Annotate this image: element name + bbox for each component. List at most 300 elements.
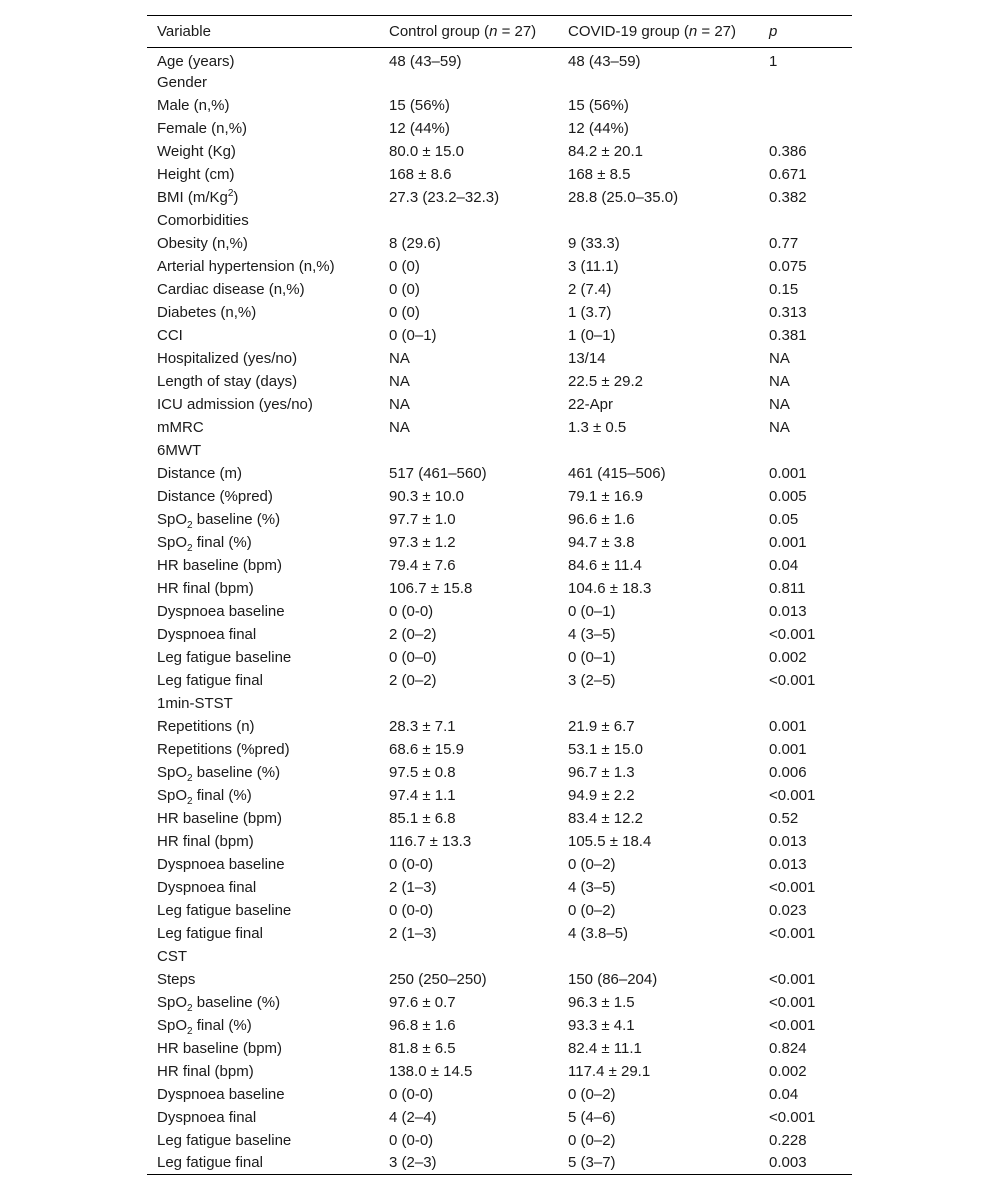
subscript: 2 <box>187 772 193 784</box>
cell-covid-value: 96.3 ± 1.5 <box>568 993 635 1011</box>
variable-label: Diabetes (n,%) <box>157 303 257 321</box>
variable-label: Leg fatigue baseline <box>157 901 292 919</box>
cell-p-value: 0.04 <box>769 556 799 574</box>
table-row <box>147 255 852 278</box>
cell-variable <box>147 370 379 393</box>
cell-variable <box>147 48 379 71</box>
cell-covid-value: 4 (3–5) <box>568 878 616 896</box>
variable-label-suffix: ) <box>233 188 239 206</box>
cell-p-value: 0.77 <box>769 234 799 252</box>
variable-label: 1min-STST <box>157 694 233 712</box>
cell-variable <box>147 71 379 94</box>
cell-control-value: 12 (44%) <box>389 119 450 137</box>
cell-control-value: 138.0 ± 14.5 <box>389 1062 473 1080</box>
cell-covid-value: 3 (2–5) <box>568 671 616 689</box>
cell-covid-value: 9 (33.3) <box>568 234 620 252</box>
variable-label: Obesity (n,%) <box>157 234 248 252</box>
variable-label: Hospitalized (yes/no) <box>157 349 298 367</box>
cell-covid-value: 2 (7.4) <box>568 280 612 298</box>
table-row <box>147 416 852 439</box>
cell-covid-value <box>558 692 759 715</box>
cell-control-value <box>379 692 558 715</box>
variable-label: Leg fatigue final <box>157 1154 263 1172</box>
variable-label: Age (years) <box>157 52 235 70</box>
cell-control-value: 250 (250–250) <box>389 970 487 988</box>
cell-p-value: 0.001 <box>769 740 807 758</box>
cell-covid-value: 1.3 ± 0.5 <box>568 418 627 436</box>
cell-variable <box>147 301 379 324</box>
table-row <box>147 1152 852 1175</box>
table-row <box>147 324 852 347</box>
cell-variable <box>147 807 379 830</box>
cell-p-value: 0.013 <box>769 855 807 873</box>
cell-p-value: 0.15 <box>769 280 799 298</box>
cell-control-value: 90.3 ± 10.0 <box>389 487 464 505</box>
table-row <box>147 209 852 232</box>
data-table-container <box>147 15 852 1175</box>
cell-p-value: <0.001 <box>769 625 816 643</box>
table-row <box>147 669 852 692</box>
table-header <box>147 16 852 48</box>
cell-covid-value: 0 (0–1) <box>568 648 616 666</box>
variable-label: Steps <box>157 970 196 988</box>
table-row <box>147 531 852 554</box>
cell-covid-value: 94.9 ± 2.2 <box>568 786 635 804</box>
variable-label: ICU admission (yes/no) <box>157 395 313 413</box>
table-row <box>147 94 852 117</box>
variable-label: Dyspnoea baseline <box>157 1085 285 1103</box>
variable-label: Dyspnoea final <box>157 625 257 643</box>
cell-covid-value: 79.1 ± 16.9 <box>568 487 643 505</box>
cell-variable <box>147 347 379 370</box>
cell-covid-value: 0 (0–1) <box>568 602 616 620</box>
cell-p-value: 0.382 <box>769 188 807 206</box>
cell-p-value: 0.002 <box>769 648 807 666</box>
cell-variable <box>147 669 379 692</box>
cell-p-value: 0.001 <box>769 464 807 482</box>
cell-p-value: 0.013 <box>769 602 807 620</box>
cell-covid-value <box>558 209 759 232</box>
variable-label: SpO <box>157 993 188 1011</box>
cell-covid-value: 104.6 ± 18.3 <box>568 579 652 597</box>
cell-variable <box>147 876 379 899</box>
cell-covid-value: 84.2 ± 20.1 <box>568 142 643 160</box>
header-control-n: n <box>489 23 498 40</box>
cell-p-value: 0.001 <box>769 717 807 735</box>
cell-covid-value: 15 (56%) <box>568 96 629 114</box>
cell-p-value: 0.671 <box>769 165 807 183</box>
variable-label: Cardiac disease (n,%) <box>157 280 305 298</box>
table-row <box>147 1106 852 1129</box>
cell-covid-value: 93.3 ± 4.1 <box>568 1016 635 1034</box>
cell-covid-value <box>558 945 759 968</box>
variable-label-suffix: baseline (%) <box>192 510 281 528</box>
cell-variable <box>147 784 379 807</box>
cell-covid-value: 168 ± 8.5 <box>568 165 631 183</box>
cell-p-value: 0.005 <box>769 487 807 505</box>
variable-label: SpO <box>157 763 188 781</box>
cell-variable <box>147 646 379 669</box>
variable-label: SpO <box>157 1016 188 1034</box>
variable-label-suffix: final (%) <box>192 533 252 551</box>
cell-control-value: 79.4 ± 7.6 <box>389 556 456 574</box>
characteristics-table <box>147 15 852 1175</box>
cell-p-value: <0.001 <box>769 993 816 1011</box>
cell-p-value: 0.04 <box>769 1085 799 1103</box>
table-row <box>147 715 852 738</box>
cell-covid-value: 84.6 ± 11.4 <box>568 556 642 574</box>
cell-variable <box>147 140 379 163</box>
table-row <box>147 485 852 508</box>
cell-variable <box>147 531 379 554</box>
cell-covid-value: 22-Apr <box>568 395 614 413</box>
cell-variable <box>147 439 379 462</box>
cell-control-value: 80.0 ± 15.0 <box>389 142 464 160</box>
table-row <box>147 554 852 577</box>
variable-label: Distance (%pred) <box>157 487 273 505</box>
cell-control-value: 517 (461–560) <box>389 464 487 482</box>
table-row <box>147 577 852 600</box>
cell-covid-value <box>558 71 759 94</box>
variable-label: 6MWT <box>157 441 202 459</box>
cell-variable <box>147 1060 379 1083</box>
cell-control-value: 168 ± 8.6 <box>389 165 452 183</box>
table-row <box>147 370 852 393</box>
cell-control-value <box>379 209 558 232</box>
cell-control-value: 0 (0) <box>389 280 420 298</box>
cell-control-value: 15 (56%) <box>389 96 450 114</box>
variable-label: HR baseline (bpm) <box>157 809 283 827</box>
cell-variable <box>147 278 379 301</box>
cell-variable <box>147 186 379 209</box>
cell-variable <box>147 324 379 347</box>
table-row <box>147 922 852 945</box>
cell-p-value: 0.228 <box>769 1131 807 1149</box>
table-row <box>147 692 852 715</box>
variable-label: HR final (bpm) <box>157 1062 254 1080</box>
cell-covid-value: 0 (0–2) <box>568 1131 616 1149</box>
variable-label: Dyspnoea baseline <box>157 602 285 620</box>
header-covid-n: n <box>688 23 698 40</box>
cell-covid-value: 94.7 ± 3.8 <box>568 533 635 551</box>
cell-p-value: 0.023 <box>769 901 807 919</box>
variable-label: Dyspnoea final <box>157 1108 257 1126</box>
cell-covid-value: 0 (0–2) <box>568 855 616 873</box>
cell-control-value: 27.3 (23.2–32.3) <box>389 188 500 206</box>
cell-variable <box>147 738 379 761</box>
cell-p-value: NA <box>769 395 790 413</box>
cell-p-value: 0.002 <box>769 1062 807 1080</box>
cell-p-value: 0.386 <box>769 142 807 160</box>
cell-control-value: 97.6 ± 0.7 <box>389 993 456 1011</box>
cell-p-value <box>759 209 852 232</box>
cell-control-value: 8 (29.6) <box>389 234 441 252</box>
table-row <box>147 278 852 301</box>
variable-label: HR final (bpm) <box>157 579 254 597</box>
cell-control-value: 116.7 ± 13.3 <box>389 832 472 850</box>
cell-variable <box>147 1129 379 1152</box>
cell-variable <box>147 761 379 784</box>
cell-variable <box>147 554 379 577</box>
cell-control-value: 28.3 ± 7.1 <box>389 717 456 735</box>
variable-label: Female (n,%) <box>157 119 248 137</box>
table-row <box>147 232 852 255</box>
cell-p-value: <0.001 <box>769 1108 816 1126</box>
cell-variable <box>147 462 379 485</box>
cell-p-value: 0.05 <box>769 510 799 528</box>
cell-control-value: 0 (0-0) <box>389 1131 434 1149</box>
cell-variable <box>147 1106 379 1129</box>
subscript: 2 <box>187 519 193 531</box>
cell-variable <box>147 623 379 646</box>
subscript: 2 <box>187 542 193 554</box>
header-variable: Variable <box>157 23 211 40</box>
variable-label: Height (cm) <box>157 165 235 183</box>
subscript: 2 <box>187 795 193 807</box>
variable-label: BMI (m/Kg <box>157 188 228 206</box>
cell-variable <box>147 255 379 278</box>
cell-control-value: 0 (0-0) <box>389 1085 434 1103</box>
cell-variable <box>147 600 379 623</box>
cell-covid-value: 96.7 ± 1.3 <box>568 763 635 781</box>
table-row <box>147 761 852 784</box>
cell-control-value: 0 (0–1) <box>389 326 437 344</box>
cell-control-value: 97.3 ± 1.2 <box>389 533 456 551</box>
header-covid-group <box>558 16 759 48</box>
cell-p-value: 0.013 <box>769 832 807 850</box>
table-row <box>147 876 852 899</box>
cell-p-value: 0.006 <box>769 763 807 781</box>
cell-variable <box>147 692 379 715</box>
cell-p-value: <0.001 <box>769 786 816 804</box>
cell-p-value: NA <box>769 349 790 367</box>
table-row <box>147 301 852 324</box>
cell-variable <box>147 922 379 945</box>
cell-variable <box>147 485 379 508</box>
cell-covid-value: 150 (86–204) <box>568 970 658 988</box>
cell-p-value: <0.001 <box>769 924 816 942</box>
table-row <box>147 991 852 1014</box>
cell-control-value <box>379 439 558 462</box>
cell-covid-value: 0 (0–2) <box>568 901 616 919</box>
subscript: 2 <box>187 1025 193 1037</box>
cell-covid-value: 105.5 ± 18.4 <box>568 832 652 850</box>
cell-control-value: NA <box>389 395 410 413</box>
table-row <box>147 899 852 922</box>
variable-label: SpO <box>157 786 188 804</box>
cell-variable <box>147 232 379 255</box>
table-row <box>147 807 852 830</box>
variable-label-suffix: final (%) <box>192 786 252 804</box>
cell-p-value <box>759 692 852 715</box>
table-row <box>147 945 852 968</box>
cell-control-value <box>379 71 558 94</box>
cell-p-value: 0.52 <box>769 809 799 827</box>
cell-control-value: 96.8 ± 1.6 <box>389 1016 456 1034</box>
cell-control-value: NA <box>389 418 410 436</box>
cell-p-value: 0.003 <box>769 1154 807 1172</box>
cell-control-value: 0 (0) <box>389 303 420 321</box>
table-row <box>147 853 852 876</box>
cell-covid-value: 82.4 ± 11.1 <box>568 1039 642 1057</box>
subscript: 2 <box>187 1002 193 1014</box>
variable-label: Leg fatigue baseline <box>157 648 292 666</box>
table-row <box>147 646 852 669</box>
table-row <box>147 439 852 462</box>
cell-covid-value: 12 (44%) <box>568 119 629 137</box>
cell-p-value: 0.001 <box>769 533 807 551</box>
variable-label: Distance (m) <box>157 464 243 482</box>
cell-p-value: <0.001 <box>769 970 816 988</box>
header-control-prefix: Control group ( <box>389 23 490 40</box>
cell-variable <box>147 945 379 968</box>
cell-p-value <box>759 439 852 462</box>
cell-p-value: <0.001 <box>769 671 816 689</box>
cell-variable <box>147 209 379 232</box>
cell-variable <box>147 416 379 439</box>
cell-p-value: NA <box>769 372 790 390</box>
cell-control-value: 85.1 ± 6.8 <box>389 809 456 827</box>
cell-covid-value: 4 (3–5) <box>568 625 616 643</box>
cell-covid-value: 461 (415–506) <box>568 464 666 482</box>
cell-variable <box>147 715 379 738</box>
variable-label: CST <box>157 947 187 965</box>
table-row <box>147 1083 852 1106</box>
cell-covid-value: 4 (3.8–5) <box>568 924 629 942</box>
cell-covid-value: 1 (0–1) <box>568 326 616 344</box>
cell-variable <box>147 1037 379 1060</box>
cell-covid-value: 3 (11.1) <box>568 257 619 275</box>
cell-control-value: 3 (2–3) <box>389 1154 437 1172</box>
cell-control-value: NA <box>389 349 410 367</box>
variable-label: Dyspnoea baseline <box>157 855 285 873</box>
cell-control-value: 0 (0–0) <box>389 648 437 666</box>
cell-covid-value: 21.9 ± 6.7 <box>568 717 635 735</box>
cell-control-value: NA <box>389 372 410 390</box>
cell-variable <box>147 393 379 416</box>
cell-covid-value: 5 (3–7) <box>568 1154 616 1172</box>
cell-variable <box>147 1152 379 1175</box>
cell-covid-value: 28.8 (25.0–35.0) <box>568 188 679 206</box>
header-covid-suffix: = 27) <box>697 23 737 40</box>
cell-control-value: 97.7 ± 1.0 <box>389 510 456 528</box>
cell-covid-value: 5 (4–6) <box>568 1108 616 1126</box>
cell-control-value: 0 (0-0) <box>389 855 434 873</box>
cell-variable <box>147 117 379 140</box>
cell-covid-value: 0 (0–2) <box>568 1085 616 1103</box>
variable-label: Leg fatigue baseline <box>157 1131 292 1149</box>
cell-p-value: 0.313 <box>769 303 807 321</box>
table-row <box>147 968 852 991</box>
cell-p-value <box>759 94 852 117</box>
cell-control-value: 68.6 ± 15.9 <box>389 740 464 758</box>
cell-variable <box>147 577 379 600</box>
table-row <box>147 784 852 807</box>
variable-label: HR baseline (bpm) <box>157 556 283 574</box>
cell-covid-value: 83.4 ± 12.2 <box>568 809 643 827</box>
cell-covid-value <box>558 439 759 462</box>
header-control-group <box>379 16 558 48</box>
cell-p-value: <0.001 <box>769 1016 816 1034</box>
variable-label: Length of stay (days) <box>157 372 298 390</box>
cell-variable <box>147 1083 379 1106</box>
table-body <box>147 48 852 1175</box>
variable-label: mMRC <box>157 418 204 436</box>
cell-control-value <box>379 945 558 968</box>
cell-control-value: 2 (0–2) <box>389 625 437 643</box>
cell-p-value: 1 <box>769 52 778 70</box>
cell-control-value: 0 (0) <box>389 257 420 275</box>
cell-variable <box>147 991 379 1014</box>
table-row <box>147 117 852 140</box>
table-row <box>147 738 852 761</box>
cell-control-value: 97.4 ± 1.1 <box>389 786 456 804</box>
variable-label: HR final (bpm) <box>157 832 254 850</box>
cell-variable <box>147 94 379 117</box>
variable-label: Repetitions (%pred) <box>157 740 290 758</box>
cell-p-value: 0.381 <box>769 326 807 344</box>
header-control-suffix: = 27) <box>497 23 537 40</box>
table-row <box>147 508 852 531</box>
cell-covid-value: 1 (3.7) <box>568 303 612 321</box>
variable-label: HR baseline (bpm) <box>157 1039 283 1057</box>
cell-p-value: NA <box>769 418 790 436</box>
variable-label: Gender <box>157 73 208 91</box>
cell-p-value: 0.824 <box>769 1039 807 1057</box>
variable-label-suffix: final (%) <box>192 1016 252 1034</box>
cell-p-value <box>759 945 852 968</box>
cell-control-value: 81.8 ± 6.5 <box>389 1039 456 1057</box>
header-row <box>147 16 852 48</box>
table-row <box>147 623 852 646</box>
header-p-label: p <box>769 23 778 40</box>
cell-control-value: 2 (0–2) <box>389 671 437 689</box>
cell-control-value: 0 (0-0) <box>389 602 434 620</box>
cell-p-value <box>759 71 852 94</box>
table-row <box>147 1060 852 1083</box>
table-row <box>147 347 852 370</box>
variable-label: SpO <box>157 510 188 528</box>
table-row <box>147 830 852 853</box>
cell-variable <box>147 508 379 531</box>
table-row <box>147 393 852 416</box>
cell-variable <box>147 163 379 186</box>
header-covid-prefix: COVID-19 group ( <box>568 23 689 40</box>
cell-control-value: 2 (1–3) <box>389 878 437 896</box>
cell-covid-value: 48 (43–59) <box>568 52 641 70</box>
cell-variable <box>147 830 379 853</box>
cell-control-value: 106.7 ± 15.8 <box>389 579 473 597</box>
table-row <box>147 1129 852 1152</box>
cell-covid-value: 96.6 ± 1.6 <box>568 510 635 528</box>
variable-label: Comorbidities <box>157 211 249 229</box>
variable-label-suffix: baseline (%) <box>192 993 281 1011</box>
cell-control-value: 4 (2–4) <box>389 1108 437 1126</box>
cell-covid-value: 13/14 <box>568 349 606 367</box>
variable-label: Dyspnoea final <box>157 878 257 896</box>
variable-label: Leg fatigue final <box>157 671 263 689</box>
table-row <box>147 600 852 623</box>
cell-control-value: 48 (43–59) <box>389 52 462 70</box>
cell-variable <box>147 853 379 876</box>
cell-p-value: 0.811 <box>769 579 806 597</box>
variable-label: Arterial hypertension (n,%) <box>157 257 335 275</box>
table-row <box>147 163 852 186</box>
table-row <box>147 462 852 485</box>
variable-label: SpO <box>157 533 188 551</box>
cell-covid-value: 53.1 ± 15.0 <box>568 740 643 758</box>
variable-label: Repetitions (n) <box>157 717 255 735</box>
